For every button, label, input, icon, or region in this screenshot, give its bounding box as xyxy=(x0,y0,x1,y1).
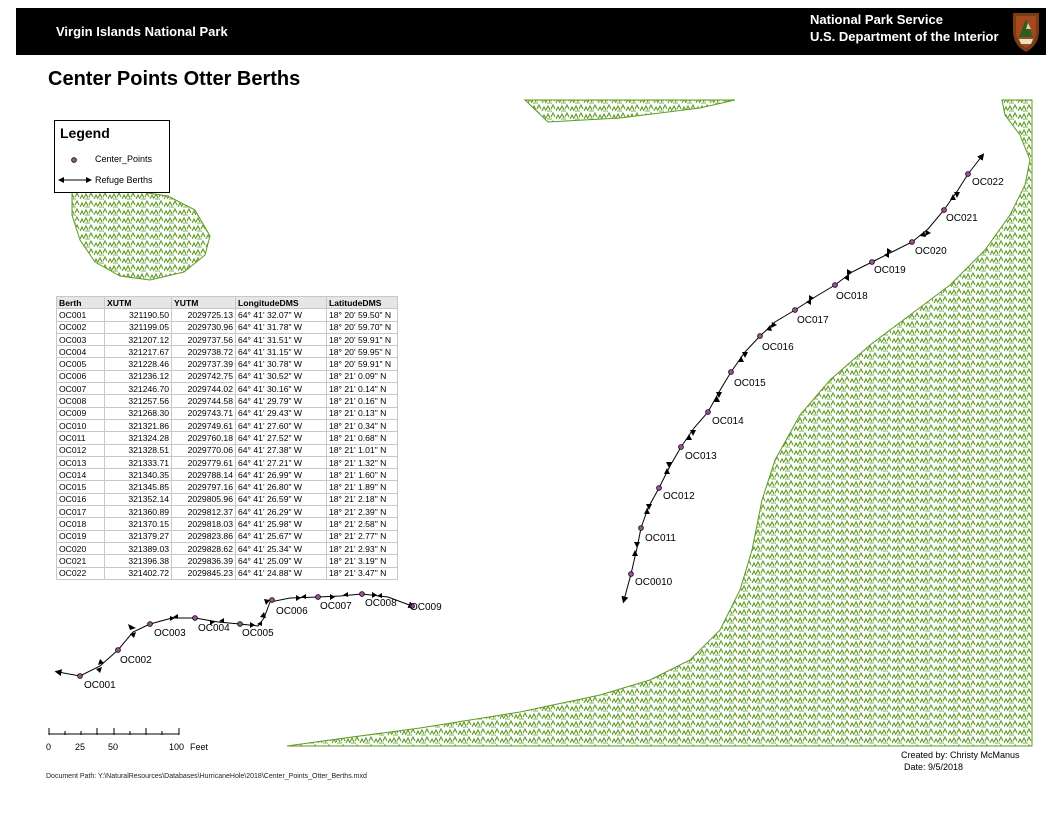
table-row xyxy=(57,407,398,419)
table-cell-xutm: 321228.46 xyxy=(105,358,172,370)
legend-label-refuge-berths: Refuge Berths xyxy=(95,175,153,185)
table-cell-longitudedms: 64° 41' 27.52" W xyxy=(236,432,327,444)
table-cell-xutm: 321257.56 xyxy=(105,395,172,407)
table-cell-latitudedms: 18° 21' 3.47" N xyxy=(327,567,398,579)
center-point-oc012 xyxy=(657,486,662,491)
scale-tick-100: 100 xyxy=(169,742,185,752)
table-cell-latitudedms: 18° 21' 1.01" N xyxy=(327,444,398,456)
table-row xyxy=(57,432,398,444)
table-cell-latitudedms: 18° 20' 59.70" N xyxy=(327,321,398,333)
berth-label-oc010: OC0010 xyxy=(635,577,673,588)
berth-label-oc012: OC012 xyxy=(663,491,695,502)
column-header-xutm: XUTM xyxy=(105,297,172,309)
document-path: Document Path: Y:\NaturalResources\Databases\HurricaneHole\2018\Center_Points_Otter_Berths.mxd xyxy=(46,773,367,780)
table-cell-yutm: 2029770.06 xyxy=(172,444,236,456)
table-row xyxy=(57,518,398,530)
table-cell-yutm: 2029737.39 xyxy=(172,358,236,370)
berth-label-oc020: OC020 xyxy=(915,246,947,257)
table-cell-longitudedms: 64° 41' 26.59" W xyxy=(236,493,327,505)
table-cell-berth: OC016 xyxy=(57,493,105,505)
center-point-oc014 xyxy=(706,410,711,415)
table-cell-longitudedms: 64° 41' 24.88" W xyxy=(236,567,327,579)
table-cell-latitudedms: 18° 20' 59.50" N xyxy=(327,309,398,321)
table-cell-xutm: 321389.03 xyxy=(105,542,172,554)
table-row xyxy=(57,309,398,321)
table-cell-latitudedms: 18° 21' 1.89" N xyxy=(327,481,398,493)
table-body xyxy=(57,309,398,580)
table-cell-yutm: 2029823.86 xyxy=(172,530,236,542)
table-cell-latitudedms: 18° 21' 1.32" N xyxy=(327,456,398,468)
table-cell-berth: OC010 xyxy=(57,419,105,431)
center-point-oc001 xyxy=(78,674,83,679)
berth-label-oc007: OC007 xyxy=(320,601,352,612)
map-title: Center Points Otter Berths xyxy=(48,68,301,90)
scale-tick-25: 25 xyxy=(75,742,86,752)
table-cell-latitudedms: 18° 21' 2.77" N xyxy=(327,530,398,542)
table-row xyxy=(57,444,398,456)
table-cell-xutm: 321402.72 xyxy=(105,567,172,579)
table-cell-berth: OC008 xyxy=(57,395,105,407)
table-cell-xutm: 321321.86 xyxy=(105,419,172,431)
table-row xyxy=(57,419,398,431)
table-cell-longitudedms: 64° 41' 31.78" W xyxy=(236,321,327,333)
table-cell-latitudedms: 18° 21' 0.09" N xyxy=(327,370,398,382)
center-point-oc015 xyxy=(729,370,734,375)
center-point-oc010 xyxy=(629,572,634,577)
created-by: Created by: Christy McManus xyxy=(901,750,1020,760)
center-point-oc013 xyxy=(679,445,684,450)
berth-label-oc016: OC016 xyxy=(762,342,794,353)
table-cell-berth: OC002 xyxy=(57,321,105,333)
table-cell-xutm: 321333.71 xyxy=(105,456,172,468)
center-point-oc017 xyxy=(793,308,798,313)
table-cell-latitudedms: 18° 21' 3.19" N xyxy=(327,555,398,567)
berth-label-oc014: OC014 xyxy=(712,416,744,427)
berth-label-oc021: OC021 xyxy=(946,213,978,224)
table-cell-yutm: 2029730.96 xyxy=(172,321,236,333)
table-cell-xutm: 321217.67 xyxy=(105,346,172,358)
berth-label-oc011: OC011 xyxy=(645,533,676,544)
table-cell-xutm: 321360.89 xyxy=(105,506,172,518)
map-legend xyxy=(54,120,170,193)
berth-label-oc006: OC006 xyxy=(276,606,308,617)
table-row xyxy=(57,481,398,493)
table-cell-latitudedms: 18° 21' 0.16" N xyxy=(327,395,398,407)
table-cell-yutm: 2029744.02 xyxy=(172,383,236,395)
table-cell-xutm: 321340.35 xyxy=(105,469,172,481)
table-cell-longitudedms: 64° 41' 27.60" W xyxy=(236,419,327,431)
table-row xyxy=(57,530,398,542)
land-top-strip xyxy=(525,100,735,122)
center-point-oc018 xyxy=(833,283,838,288)
column-header-longitude: LongitudeDMS xyxy=(236,297,327,309)
table-cell-xutm: 321199.05 xyxy=(105,321,172,333)
table-row xyxy=(57,542,398,554)
table-cell-latitudedms: 18° 21' 2.58" N xyxy=(327,518,398,530)
double-arrow-line-icon xyxy=(57,175,93,185)
table-cell-yutm: 2029805.96 xyxy=(172,493,236,505)
table-cell-longitudedms: 64° 41' 26.99" W xyxy=(236,469,327,481)
table-cell-xutm: 321352.14 xyxy=(105,493,172,505)
agency-line-1: National Park Service xyxy=(810,12,943,27)
land-island-west xyxy=(72,188,210,280)
column-header-yutm: YUTM xyxy=(172,297,236,309)
table-cell-xutm: 321190.50 xyxy=(105,309,172,321)
table-cell-yutm: 2029812.37 xyxy=(172,506,236,518)
table-cell-yutm: 2029797.16 xyxy=(172,481,236,493)
table-cell-yutm: 2029788.14 xyxy=(172,469,236,481)
table-row xyxy=(57,370,398,382)
table-cell-berth: OC006 xyxy=(57,370,105,382)
table-row xyxy=(57,555,398,567)
table-cell-berth: OC001 xyxy=(57,309,105,321)
table-cell-longitudedms: 64° 41' 32.07" W xyxy=(236,309,327,321)
berth-coordinates-table xyxy=(56,296,398,580)
table-cell-yutm: 2029742.75 xyxy=(172,370,236,382)
table-cell-berth: OC020 xyxy=(57,542,105,554)
table-cell-yutm: 2029836.39 xyxy=(172,555,236,567)
table-cell-yutm: 2029760.18 xyxy=(172,432,236,444)
table-cell-longitudedms: 64° 41' 29.43" W xyxy=(236,407,327,419)
table-cell-xutm: 321207.12 xyxy=(105,333,172,345)
center-point-oc016 xyxy=(758,334,763,339)
table-cell-longitudedms: 64° 41' 25.34" W xyxy=(236,542,327,554)
table-cell-yutm: 2029743.71 xyxy=(172,407,236,419)
table-cell-latitudedms: 18° 20' 59.95" N xyxy=(327,346,398,358)
table-cell-berth: OC015 xyxy=(57,481,105,493)
table-cell-yutm: 2029818.03 xyxy=(172,518,236,530)
table-cell-latitudedms: 18° 21' 0.14" N xyxy=(327,383,398,395)
table-cell-berth: OC017 xyxy=(57,506,105,518)
scale-unit: Feet xyxy=(190,742,209,752)
berth-label-oc009: OC009 xyxy=(410,602,442,613)
column-header-latitude: LatitudeDMS xyxy=(327,297,398,309)
legend-label-center-points: Center_Points xyxy=(95,154,153,164)
table-cell-longitudedms: 64° 41' 31.51" W xyxy=(236,333,327,345)
table-cell-longitudedms: 64° 41' 30.52" W xyxy=(236,370,327,382)
table-cell-yutm: 2029725.13 xyxy=(172,309,236,321)
table-cell-berth: OC007 xyxy=(57,383,105,395)
table-row xyxy=(57,456,398,468)
table-row xyxy=(57,469,398,481)
center-point-oc004 xyxy=(193,616,198,621)
table-cell-berth: OC012 xyxy=(57,444,105,456)
berth-label-oc013: OC013 xyxy=(685,451,717,462)
table-cell-longitudedms: 64° 41' 27.21" W xyxy=(236,456,327,468)
table-cell-berth: OC013 xyxy=(57,456,105,468)
center-point-oc002 xyxy=(116,648,121,653)
table-cell-berth: OC009 xyxy=(57,407,105,419)
table-cell-latitudedms: 18° 21' 0.68" N xyxy=(327,432,398,444)
berth-label-oc003: OC003 xyxy=(154,628,186,639)
table-cell-berth: OC004 xyxy=(57,346,105,358)
table-cell-longitudedms: 64° 41' 29.79" W xyxy=(236,395,327,407)
table-cell-yutm: 2029738.72 xyxy=(172,346,236,358)
agency-line-2: U.S. Department of the Interior xyxy=(810,29,999,44)
table-cell-latitudedms: 18° 20' 59.91" N xyxy=(327,333,398,345)
table-cell-yutm: 2029744.58 xyxy=(172,395,236,407)
berth-label-oc002: OC002 xyxy=(120,655,152,666)
table-cell-longitudedms: 64° 41' 26.29" W xyxy=(236,506,327,518)
table-row xyxy=(57,321,398,333)
table-row xyxy=(57,346,398,358)
table-cell-latitudedms: 18° 21' 1.60" N xyxy=(327,469,398,481)
table-cell-xutm: 321246.70 xyxy=(105,383,172,395)
berth-label-oc008: OC008 xyxy=(365,598,397,609)
point-marker-icon xyxy=(69,155,79,165)
scale-tick-50: 50 xyxy=(108,742,119,752)
table-cell-latitudedms: 18° 21' 0.13" N xyxy=(327,407,398,419)
table-row xyxy=(57,395,398,407)
center-point-oc022 xyxy=(966,172,971,177)
table-cell-longitudedms: 64° 41' 25.98" W xyxy=(236,518,327,530)
center-point-oc021 xyxy=(942,208,947,213)
berth-label-oc022: OC022 xyxy=(972,177,1004,188)
table-cell-longitudedms: 64° 41' 25.09" W xyxy=(236,555,327,567)
center-point-oc008 xyxy=(360,592,365,597)
center-point-oc003 xyxy=(148,622,153,627)
table-cell-longitudedms: 64° 41' 27.38" W xyxy=(236,444,327,456)
scale-bar-graphic xyxy=(44,728,234,742)
refuge-berths-west-line xyxy=(58,594,412,676)
berth-label-oc001: OC001 xyxy=(84,680,116,691)
table-row xyxy=(57,506,398,518)
table-cell-longitudedms: 64° 41' 31.15" W xyxy=(236,346,327,358)
table-cell-longitudedms: 64° 41' 30.16" W xyxy=(236,383,327,395)
center-point-oc011 xyxy=(639,526,644,531)
created-date: Date: 9/5/2018 xyxy=(904,762,964,772)
berth-label-oc005: OC005 xyxy=(242,628,274,639)
table-cell-longitudedms: 64° 41' 26.80" W xyxy=(236,481,327,493)
table-cell-latitudedms: 18° 21' 2.39" N xyxy=(327,506,398,518)
table-row xyxy=(57,358,398,370)
park-name: Virgin Islands National Park xyxy=(56,24,228,39)
table-row xyxy=(57,333,398,345)
table-cell-xutm: 321345.85 xyxy=(105,481,172,493)
table-cell-yutm: 2029828.62 xyxy=(172,542,236,554)
berth-label-oc004: OC004 xyxy=(198,623,230,634)
table-cell-xutm: 321236.12 xyxy=(105,370,172,382)
table-cell-latitudedms: 18° 20' 59.91" N xyxy=(327,358,398,370)
table-cell-yutm: 2029749.61 xyxy=(172,419,236,431)
table-row xyxy=(57,383,398,395)
scale-bar xyxy=(44,728,234,756)
table-cell-xutm: 321396.38 xyxy=(105,555,172,567)
table-cell-berth: OC003 xyxy=(57,333,105,345)
table-cell-berth: OC018 xyxy=(57,518,105,530)
table-cell-xutm: 321268.30 xyxy=(105,407,172,419)
table-cell-latitudedms: 18° 21' 0.34" N xyxy=(327,419,398,431)
table-cell-berth: OC005 xyxy=(57,358,105,370)
center-point-oc006 xyxy=(270,598,275,603)
berth-label-oc015: OC015 xyxy=(734,378,766,389)
table-cell-yutm: 2029737.56 xyxy=(172,333,236,345)
center-point-oc020 xyxy=(910,240,915,245)
table-cell-xutm: 321328.51 xyxy=(105,444,172,456)
land-east-shore xyxy=(287,100,1032,746)
berth-label-oc017: OC017 xyxy=(797,315,829,326)
table-cell-xutm: 321379.27 xyxy=(105,530,172,542)
table-row xyxy=(57,493,398,505)
berth-label-oc018: OC018 xyxy=(836,291,868,302)
table-cell-berth: OC019 xyxy=(57,530,105,542)
table-cell-berth: OC011 xyxy=(57,432,105,444)
scale-tick-0: 0 xyxy=(46,742,52,752)
table-cell-berth: OC022 xyxy=(57,567,105,579)
center-point-oc005 xyxy=(238,622,243,627)
table-cell-longitudedms: 64° 41' 25.67" W xyxy=(236,530,327,542)
table-cell-latitudedms: 18° 21' 2.93" N xyxy=(327,542,398,554)
table-cell-berth: OC014 xyxy=(57,469,105,481)
berth-label-oc019: OC019 xyxy=(874,265,906,276)
table-cell-xutm: 321370.15 xyxy=(105,518,172,530)
table-cell-latitudedms: 18° 21' 2.18" N xyxy=(327,493,398,505)
table-cell-berth: OC021 xyxy=(57,555,105,567)
table-cell-longitudedms: 64° 41' 30.78" W xyxy=(236,358,327,370)
column-header-berth: Berth xyxy=(57,297,105,309)
legend-title: Legend xyxy=(60,125,110,141)
table-cell-yutm: 2029845.23 xyxy=(172,567,236,579)
table-row xyxy=(57,567,398,579)
center-point-oc007 xyxy=(316,595,321,600)
table-cell-yutm: 2029779.61 xyxy=(172,456,236,468)
table-header-row xyxy=(57,297,398,309)
center-point-oc019 xyxy=(870,260,875,265)
table-cell-xutm: 321324.28 xyxy=(105,432,172,444)
